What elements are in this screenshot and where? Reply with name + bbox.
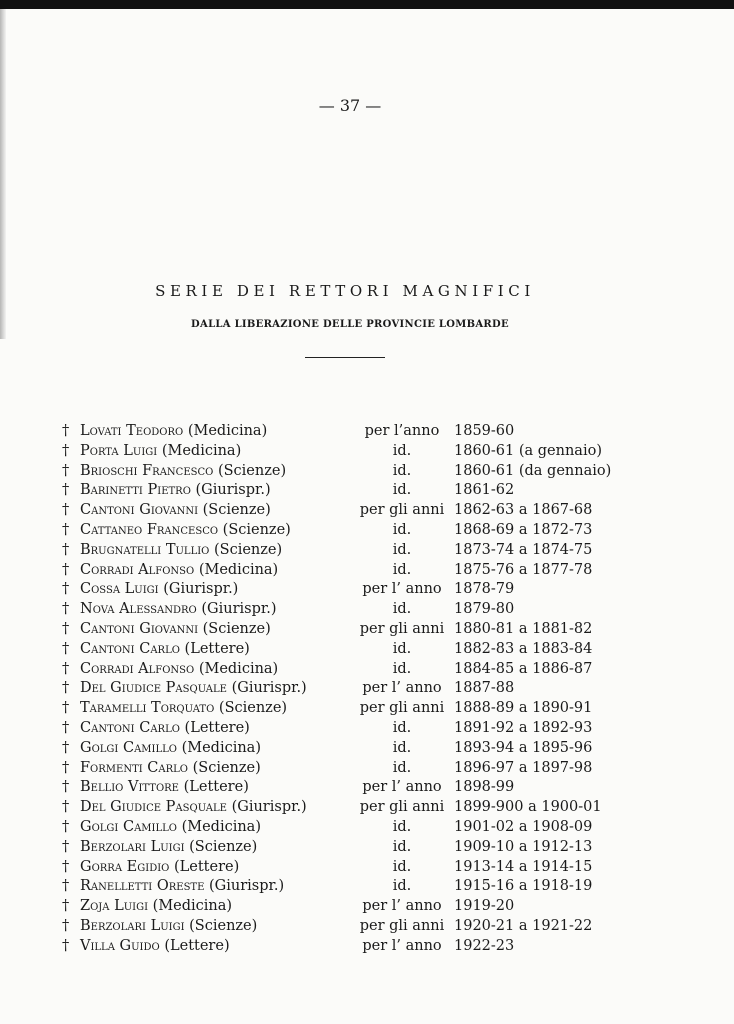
rector-name: Cossa Luigi (80, 581, 159, 598)
term-label: per l’ anno (362, 581, 442, 598)
rector-entry (80, 462, 286, 482)
rector-entry (80, 778, 249, 798)
term-label: id. (392, 640, 412, 657)
deceased-mark: † (62, 423, 70, 439)
term-years: 1875-76 a 1877-78 (454, 561, 593, 578)
deceased-mark: † (62, 462, 70, 479)
rector-faculty: (Medicina) (181, 818, 261, 835)
list-item (62, 521, 682, 541)
deceased-mark: † (62, 660, 70, 677)
list-item (62, 818, 682, 838)
rector-name: Cantoni Giovanni (80, 620, 199, 637)
term-label: id. (392, 442, 412, 459)
term-years: 1862-63 a 1867-68 (454, 502, 593, 519)
term-years: 1882-83 a 1883-84 (454, 640, 593, 657)
list-item (62, 858, 682, 878)
term-label: id. (392, 541, 412, 558)
list-item (62, 778, 682, 798)
deceased-mark: † (62, 700, 70, 717)
term-label: id. (392, 521, 412, 538)
term-years: 1873-74 a 1874-75 (454, 541, 593, 558)
rector-name: Nova Alessandro (80, 601, 197, 618)
rector-faculty: (Scienze) (189, 917, 258, 934)
term-label: id. (392, 838, 412, 855)
rector-name: Ranelletti Oreste (80, 878, 205, 895)
rector-name: Lovati Teodoro (80, 423, 184, 439)
term-label: id. (392, 858, 412, 875)
rector-entry (80, 600, 276, 620)
rectors-list (62, 422, 682, 957)
term-label: per l’ anno (362, 937, 442, 954)
rector-faculty: (Medicina) (181, 739, 261, 756)
list-item (62, 838, 682, 858)
list-item (62, 917, 682, 937)
term-label: per gli anni (359, 620, 445, 637)
term-label: per gli anni (359, 502, 445, 519)
list-item (62, 897, 682, 917)
rector-faculty: (Giurispr.) (209, 878, 285, 895)
list-item (62, 600, 682, 620)
list-item (62, 798, 682, 818)
term-years: 1891-92 a 1892-93 (454, 719, 593, 736)
term-label: id. (392, 719, 412, 736)
rector-name: Brioschi Francesco (80, 462, 214, 479)
deceased-mark: † (62, 799, 70, 816)
deceased-mark: † (62, 739, 70, 756)
deceased-mark: † (62, 680, 70, 697)
rector-name: Formenti Carlo (80, 759, 188, 776)
term-years: 1880-81 a 1881-82 (454, 620, 593, 637)
rector-faculty: (Scienze) (218, 700, 288, 717)
rector-entry (80, 858, 239, 878)
rector-entry (80, 620, 271, 640)
rector-faculty: (Scienze) (189, 838, 258, 855)
rector-name: Villa Guido (80, 937, 160, 954)
term-years: 1888-89 a 1890-91 (454, 700, 593, 717)
term-years: 1898-99 (454, 779, 515, 796)
list-item (62, 462, 682, 482)
page-title: SERIE DEI RETTORI MAGNIFICI (155, 282, 535, 300)
deceased-mark: † (62, 898, 70, 915)
rector-faculty: (Lettere) (184, 640, 250, 657)
rector-entry (80, 739, 261, 759)
deceased-mark: † (62, 541, 70, 558)
term-label: per gli anni (359, 700, 445, 717)
term-label: per gli anni (359, 799, 445, 816)
list-item (62, 877, 682, 897)
deceased-mark: † (62, 878, 70, 895)
term-years: 1860-61 (a gennaio) (454, 442, 602, 459)
rector-entry (80, 640, 250, 660)
list-item (62, 679, 682, 699)
rector-faculty: (Medicina) (198, 660, 279, 677)
rector-faculty: (Giurispr.) (201, 601, 277, 618)
rector-faculty: (Scienze) (217, 462, 287, 479)
deceased-mark: † (62, 581, 70, 598)
rector-entry (80, 442, 241, 462)
rector-entry (80, 897, 232, 917)
rector-name: Golgi Camillo (80, 739, 177, 756)
rector-entry (80, 679, 307, 699)
term-years: 1884-85 a 1886-87 (454, 660, 593, 677)
term-years: 1901-02 a 1908-09 (454, 818, 593, 835)
rector-entry (80, 541, 282, 561)
deceased-mark: † (62, 482, 70, 499)
rector-name: Cattaneo Francesco (80, 521, 219, 538)
deceased-mark: † (62, 759, 70, 776)
list-item (62, 620, 682, 640)
term-years: 1859-60 (454, 423, 515, 439)
rector-entry (80, 481, 271, 501)
deceased-mark: † (62, 601, 70, 618)
rector-entry (80, 521, 291, 541)
deceased-mark: † (62, 917, 70, 934)
term-label: id. (392, 759, 412, 776)
term-label: per l’ anno (362, 680, 442, 697)
rector-faculty: (Medicina) (152, 898, 233, 915)
term-years: 1861-62 (454, 482, 515, 499)
list-item (62, 501, 682, 521)
rector-name: Zoja Luigi (80, 898, 149, 915)
term-label: id. (392, 462, 412, 479)
rector-faculty: (Medicina) (161, 442, 242, 459)
rector-name: Berzolari Luigi (80, 838, 185, 855)
deceased-mark: † (62, 818, 70, 835)
rector-entry (80, 580, 238, 600)
rector-faculty: (Medicina) (198, 561, 279, 578)
rector-name: Corradi Alfonso (80, 561, 195, 578)
rector-entry (80, 877, 284, 897)
rector-name: Del Giudice Pasquale (80, 799, 227, 816)
rector-faculty: (Lettere) (164, 937, 230, 954)
deceased-mark: † (62, 502, 70, 519)
deceased-mark: † (62, 521, 70, 538)
term-label: id. (392, 601, 412, 618)
list-item (62, 640, 682, 660)
rector-name: Bellio Vittore (80, 779, 179, 796)
rector-faculty: (Scienze) (222, 521, 291, 538)
term-years: 1920-21 a 1921-22 (454, 917, 593, 934)
term-years: 1860-61 (da gennaio) (454, 462, 612, 479)
list-item (62, 561, 682, 581)
rector-entry (80, 759, 261, 779)
scan-top-edge (0, 0, 734, 9)
deceased-mark: † (62, 719, 70, 736)
list-item (62, 719, 682, 739)
deceased-mark: † (62, 442, 70, 459)
rector-entry (80, 838, 257, 858)
rector-name: Cantoni Carlo (80, 640, 180, 657)
term-years: 1915-16 a 1918-19 (454, 878, 593, 895)
rector-entry (80, 818, 261, 838)
rector-faculty: (Giurispr.) (231, 799, 307, 816)
deceased-mark: † (62, 779, 70, 796)
rector-entry (80, 699, 287, 719)
deceased-mark: † (62, 937, 70, 954)
rector-entry (80, 422, 267, 442)
term-label: id. (392, 561, 412, 578)
rector-faculty: (Giurispr.) (163, 581, 239, 598)
rector-name: Berzolari Luigi (80, 917, 185, 934)
list-item (62, 481, 682, 501)
divider (305, 357, 385, 358)
rector-entry (80, 917, 257, 937)
deceased-mark: † (62, 561, 70, 578)
rector-entry (80, 561, 278, 581)
term-years: 1919-20 (454, 898, 515, 915)
rector-name: Taramelli Torquato (80, 700, 215, 717)
term-years: 1868-69 a 1872-73 (454, 521, 593, 538)
rector-entry (80, 937, 230, 957)
term-years: 1893-94 a 1895-96 (454, 739, 593, 756)
page-subtitle: DALLA LIBERAZIONE DELLE PROVINCIE LOMBARDE (191, 319, 509, 330)
deceased-mark: † (62, 640, 70, 657)
rector-name: Del Giudice Pasquale (80, 680, 227, 697)
list-item (62, 739, 682, 759)
list-item (62, 442, 682, 462)
rector-entry (80, 798, 307, 818)
rector-faculty: (Lettere) (173, 858, 240, 875)
term-label: per gli anni (359, 917, 445, 934)
term-years: 1879-80 (454, 601, 515, 618)
term-label: per l’anno (364, 423, 440, 439)
term-label: id. (392, 878, 412, 895)
list-item (62, 660, 682, 680)
term-years: 1909-10 a 1912-13 (454, 838, 593, 855)
term-label: per l’ anno (362, 898, 442, 915)
term-years: 1899-900 a 1900-01 (454, 799, 602, 816)
rector-faculty: (Scienze) (192, 759, 261, 776)
term-label: id. (392, 739, 412, 756)
rector-name: Barinetti Pietro (80, 482, 191, 499)
deceased-mark: † (62, 858, 70, 875)
rector-name: Corradi Alfonso (80, 660, 195, 677)
rector-entry (80, 719, 250, 739)
term-years: 1878-79 (454, 581, 515, 598)
term-label: id. (392, 660, 412, 677)
scan-left-edge (0, 9, 6, 339)
rector-entry (80, 660, 278, 680)
rector-faculty: (Giurispr.) (231, 680, 307, 697)
deceased-mark: † (62, 620, 70, 637)
list-item (62, 699, 682, 719)
term-years: 1896-97 a 1897-98 (454, 759, 593, 776)
rector-name: Gorra Egidio (80, 858, 170, 875)
term-label: id. (392, 818, 412, 835)
term-label: id. (392, 482, 412, 499)
rector-faculty: (Medicina) (187, 423, 268, 439)
rector-faculty: (Lettere) (184, 719, 250, 736)
rector-faculty: (Scienze) (213, 541, 283, 558)
rector-name: Porta Luigi (80, 442, 158, 459)
rector-faculty: (Scienze) (202, 502, 271, 519)
term-years: 1922-23 (454, 937, 515, 954)
term-years: 1887-88 (454, 680, 515, 697)
list-item (62, 541, 682, 561)
rector-name: Golgi Camillo (80, 818, 177, 835)
list-item (62, 759, 682, 779)
rector-name: Cantoni Carlo (80, 719, 180, 736)
rector-name: Cantoni Giovanni (80, 502, 199, 519)
deceased-mark: † (62, 838, 70, 855)
rector-faculty: (Giurispr.) (195, 482, 271, 499)
term-years: 1913-14 a 1914-15 (454, 858, 593, 875)
rector-faculty: (Scienze) (202, 620, 271, 637)
list-item (62, 422, 682, 442)
page-number: — 37 — (318, 96, 382, 115)
rector-faculty: (Lettere) (183, 779, 249, 796)
rector-entry (80, 501, 271, 521)
term-label: per l’ anno (362, 779, 442, 796)
list-item (62, 937, 682, 957)
rector-name: Brugnatelli Tullio (80, 541, 210, 558)
list-item (62, 580, 682, 600)
